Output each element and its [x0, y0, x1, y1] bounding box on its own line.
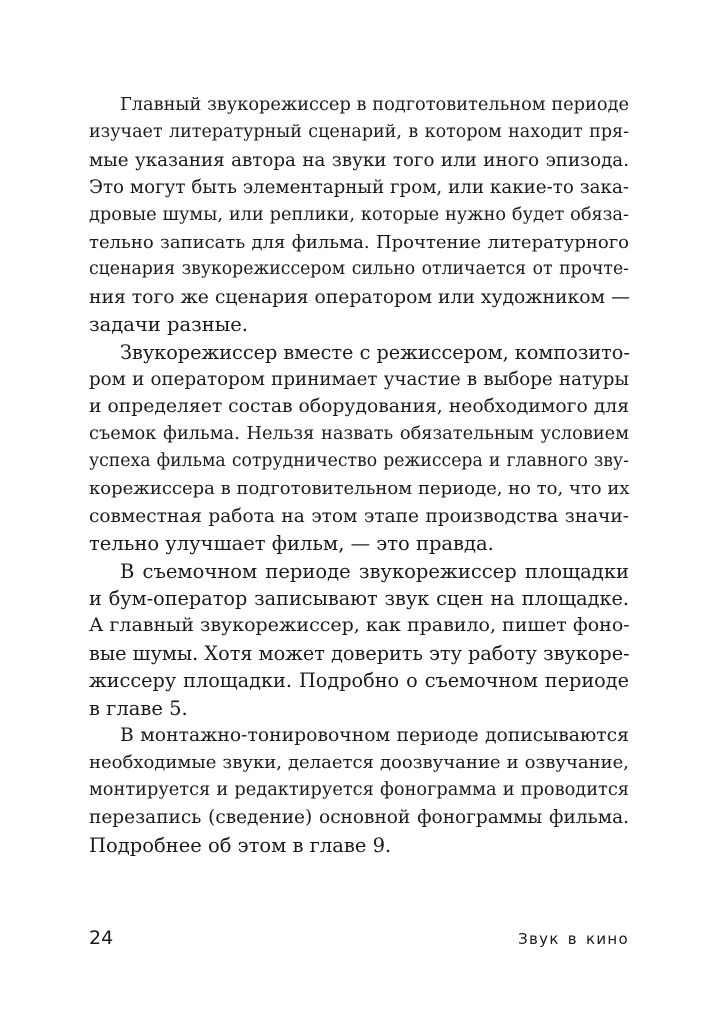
text-line: Главный звукорежиссер в подготовительном периоде [120, 95, 629, 115]
text-line: вые шумы. Хотя может доверить эту работу звукоре- [89, 641, 630, 665]
text-line: изучает литературный сценарий, в котором находит пря- [89, 122, 629, 143]
text-line: тельно улучшает фильм, — это правда. [89, 532, 494, 556]
text-line: корежиссера в подготовительном периоде, но то, что их [89, 478, 630, 500]
text-line: успеха фильма сотрудничество режиссера и главного зву- [89, 451, 629, 472]
text-line: совместная работа на этом этапе производства значи- [89, 505, 629, 527]
text-line: В монтажно-тонировочном периоде дописываются [120, 724, 629, 746]
text-line: сценария звукорежиссером сильно отличается от прочте- [89, 259, 629, 280]
text-line: мые указания автора на звуки того или иного эпизода. [89, 149, 629, 171]
text-line: необходимые звуки, делается доозвучание и озвучание, [89, 752, 629, 774]
text-line: ния того же сценария оператором или художником — [89, 286, 630, 308]
page-footer [89, 926, 629, 950]
page-number: 24 [89, 927, 114, 949]
text-line: ром и оператором принимает участие в выборе натуры [89, 368, 629, 390]
text-line: задачи разные. [89, 313, 248, 337]
text-line: в главе 5. [89, 696, 188, 720]
text-line: Звукорежиссер вместе с режиссером, композито- [120, 340, 630, 364]
text-line: дровые шумы, или реплики, которые нужно будет обяза- [89, 204, 629, 225]
text-line: Это могут быть элементарный гром, или какие-то зака- [89, 177, 629, 199]
text-line: жиссеру площадки. Подробно о съемочном периоде [89, 669, 629, 693]
text-line: А главный звукорежиссер, как правило, пишет фоно- [89, 614, 630, 637]
text-line: и бум-оператор записывают звук сцен на площадке. [89, 587, 629, 611]
text-line: тельно записать для фильма. Прочтение литературного [89, 231, 629, 253]
text-line: Подробнее об этом в главе 9. [89, 833, 392, 857]
body-text [89, 92, 629, 859]
text-line: монтируется и редактируется фонограмма и проводится [89, 779, 629, 800]
text-line: и определяет состав оборудования, необходимого для [89, 396, 630, 418]
text-line: съемок фильма. Нельзя назвать обязательным условием [89, 423, 629, 444]
running-title: Звук в кино [518, 930, 629, 948]
text-line: В съемочном периоде звукорежиссер площадки [120, 559, 629, 583]
text-line: перезапись (сведение) основной фонограммы фильма. [89, 807, 629, 829]
